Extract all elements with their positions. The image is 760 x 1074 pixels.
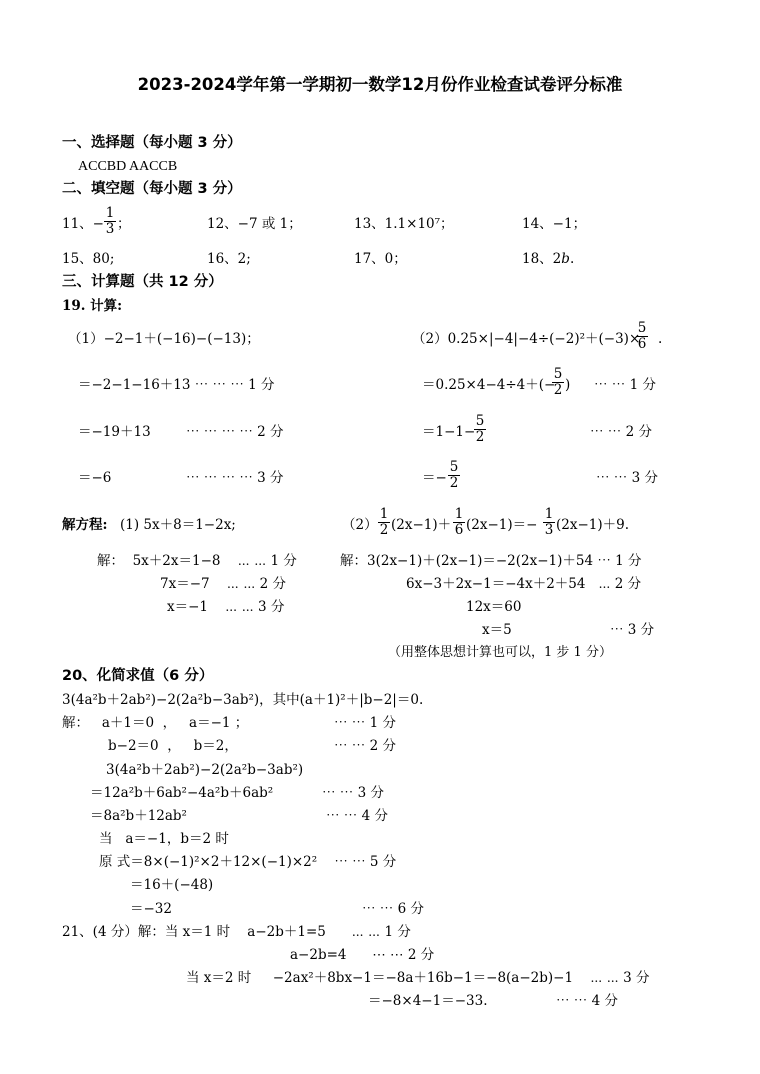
q14-answer: 14、−1；: [522, 216, 587, 232]
page-title: 2023-2024学年第一学期初一数学12月份作业检查试卷评分标准: [137, 75, 623, 94]
eq2-prefix: （2）: [342, 517, 378, 533]
q20-step5-score: ⋯ ⋯ 4 分: [326, 808, 388, 824]
q19-2-step2-fraction: [474, 414, 486, 445]
q19-2-step2-numerator: 5: [475, 413, 485, 429]
q19-2-numerator: 5: [637, 320, 647, 336]
q21-step2: a−2b=4 ⋯ ⋯ 2 分: [290, 947, 435, 963]
q11-tail: ；: [117, 216, 131, 232]
q20-step4-score: ⋯ ⋯ 3 分: [322, 785, 384, 801]
eq2-step1: 解：3(2x−1)＋(2x−1)＝−2(2x−1)＋54 ⋯ 1 分: [340, 553, 642, 569]
choice-answers: ACCBD AACCB: [78, 159, 178, 174]
q19-1-step1: ＝−2−1−16＋13 ⋯ ⋯ ⋯ 1 分: [78, 377, 275, 393]
eq2-step4-score: ⋯ 3 分: [610, 622, 655, 638]
q19-2-fraction: [636, 321, 648, 352]
q20-heading: 20、化简求值（6 分）: [62, 668, 214, 684]
q11-numerator: 1: [105, 205, 115, 221]
eq2-note: （用整体思想计算也可以，1 步 1 分）: [388, 645, 612, 660]
q11-fraction: [104, 206, 116, 237]
eq1-problem: (1) 5x＋8＝1−2x;: [120, 517, 236, 533]
q19-2-step1-denominator: 2: [553, 382, 563, 398]
q20-step2: b−2＝0 ， b＝2，: [108, 738, 238, 754]
section-3-heading: 三、计算题（共 12 分）: [62, 274, 223, 290]
q19-2-end: .: [658, 331, 663, 347]
q21-step1: 21、(4 分）解：当 x＝1 时 a−2b＋1=5 ⋯ ⋯ 1 分: [62, 924, 411, 940]
eq2-frac-a-den: 2: [379, 522, 389, 538]
q19-2-step2-denominator: 2: [475, 429, 485, 445]
q19-label: 19. 计算:: [62, 298, 123, 314]
eq2-frac-a: [378, 507, 390, 538]
q19-2-step3-numerator: 5: [449, 459, 459, 475]
q19-1-step2: ＝−19＋13: [78, 424, 151, 440]
q20-step9: ＝−32: [130, 901, 172, 917]
q20-step9-score: ⋯ ⋯ 6 分: [362, 901, 424, 917]
q11-denominator: 3: [105, 221, 115, 237]
eq2-mid1: (2x−1)＋: [391, 517, 452, 533]
eq1-step3: x＝−1 ⋯ ⋯ 3 分: [167, 599, 285, 615]
q21-step4-score: ⋯ ⋯ 4 分: [556, 993, 618, 1009]
q18-suffix: .: [569, 251, 575, 267]
q20-step8: ＝16＋(−48): [130, 877, 214, 893]
q15-answer: 15、80;: [62, 251, 115, 267]
eq2-frac-c-den: 3: [544, 522, 554, 538]
section-2-heading: 二、填空题（每小题 3 分）: [62, 181, 242, 197]
eq2-step4: x＝5: [482, 622, 512, 638]
q17-answer: 17、0；: [354, 251, 407, 267]
q19-2-step1-fraction: [552, 367, 564, 398]
q19-2-step1-end: ): [565, 377, 571, 393]
q19-2-step2: ＝1−1−: [422, 424, 476, 440]
q20-step3: 3(4a²b＋2ab²)−2(2a²b−3ab²): [106, 762, 304, 778]
q20-step5: ＝8a²b＋12ab²: [90, 808, 187, 824]
section-1-heading: 一、选择题（每小题 3 分）: [62, 135, 242, 151]
eq2-frac-a-num: 1: [379, 506, 389, 522]
eq2-mid3: (2x−1)＋9.: [556, 517, 630, 533]
q19-2-denominator: 6: [637, 336, 647, 352]
eq1-step2: 7x＝−7 ⋯ ⋯ 2 分: [160, 576, 287, 592]
eq2-frac-b-den: 6: [454, 522, 464, 538]
q11-label: 11、−: [62, 216, 104, 232]
q20-step1: 解： a＋1＝0 ， a＝−1 ；: [62, 715, 249, 731]
q13-answer: 13、1.1×10⁷；: [354, 216, 454, 232]
q19-2-step3: ＝−: [422, 470, 447, 486]
eq1-step1: 解： 5x＋2x＝1−8 ⋯ ⋯ 1 分: [97, 553, 297, 569]
q21-step4: ＝−8×4−1＝−33.: [368, 993, 488, 1009]
eq2-frac-b: [453, 507, 465, 538]
q12-answer: 12、−7 或 1；: [207, 216, 302, 232]
eq2-frac-c-num: 1: [544, 506, 554, 522]
q19-2-step2-score: ⋯ ⋯ 2 分: [590, 424, 652, 440]
eq2-frac-c: [543, 507, 555, 538]
q20-problem: 3(4a²b＋2ab²)−2(2a²b−3ab²)，其中(a＋1)²＋|b−2|＝0.: [62, 692, 424, 708]
eq2-frac-b-num: 1: [454, 506, 464, 522]
eq2-mid2: (2x−1)＝−: [466, 517, 538, 533]
q18-prefix: 18、2: [522, 251, 562, 267]
q18-answer: [522, 251, 574, 267]
q18-variable: b: [561, 251, 570, 267]
q21-step3: 当 x＝2 时 −2ax²＋8bx−1＝−8a＋16b−1＝−8(a−2b)−1 ⋯ ⋯ 3 分: [186, 970, 650, 986]
q19-2-step3-denominator: 2: [449, 475, 459, 491]
q19-2-step3-fraction: [448, 460, 460, 491]
q19-1-step2-score: ⋯ ⋯ ⋯ ⋯ 2 分: [186, 424, 284, 440]
q19-2-step1-score: ⋯ ⋯ 1 分: [594, 377, 656, 393]
q19-1-step3: ＝−6: [78, 470, 112, 486]
q16-answer: 16、2;: [207, 251, 251, 267]
eq2-step2: 6x−3＋2x−1＝−4x＋2＋54 ⋯ 2 分: [406, 576, 642, 592]
q20-step1-score: ⋯ ⋯ 1 分: [334, 715, 396, 731]
q20-step4: ＝12a²b＋6ab²−4a²b＋6ab²: [90, 785, 274, 801]
q19-1-problem: （1）−2−1＋(−16)−(−13)；: [68, 331, 260, 347]
q20-step6: 当 a＝−1，b＝2 时: [99, 831, 229, 847]
q19-2-problem: （2）0.25×|−4|−4÷(−2)²＋(−3)×: [412, 331, 641, 347]
q19-1-step3-score: ⋯ ⋯ ⋯ ⋯ 3 分: [186, 470, 284, 486]
q20-step2-score: ⋯ ⋯ 2 分: [334, 738, 396, 754]
q20-step7: 原 式＝8×(−1)²×2＋12×(−1)×2² ⋯ ⋯ 5 分: [99, 854, 397, 870]
eq2-step3: 12x＝60: [466, 599, 522, 615]
q19-2-step1: ＝0.25×4−4÷4＋(−: [422, 377, 556, 393]
q19-2-step3-score: ⋯ ⋯ 3 分: [596, 470, 658, 486]
q19-2-step1-numerator: 5: [553, 366, 563, 382]
equation-heading: 解方程:: [62, 517, 108, 533]
